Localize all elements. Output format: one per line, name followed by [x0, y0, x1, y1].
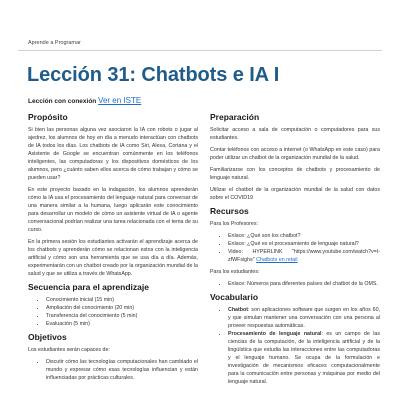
objetivos-heading: Objetivos	[28, 332, 67, 342]
proposito-paragraph-3: En la primera sesión los estudiantes activarán el aprendizaje acerca de los chatbots y aprenderán cómo se relacionan estos con la inteligencia artificial y cómo son una herramienta que se usa día a día. Además, experimentarán con un chatbot creado por la organización mundial de la salud y que se utiliza a través de WhatsApp.	[28, 239, 198, 277]
page-title: Lección 31: Chatbots e IA I	[27, 64, 280, 86]
secuencia-list	[38, 296, 198, 328]
proposito-paragraph-2: En este proyecto basado en la indagación, los alumnos aprenderán cómo la IA usa el procesamiento del lenguaje natural para conversar de una manera similar a la humana, luego aplicarán este conocimiento para desarrollar un modelo de cómo un asistente virtual de IA o agente conversacional podrían realizar una tarea relacionada con el tema de su curso.	[28, 187, 198, 233]
vocab-term: Chatbot	[228, 307, 249, 313]
recursos-student-list	[220, 280, 380, 288]
preparacion-paragraph-2: Contar teléfonos con acceso a internet (o WhatsApp en este caso) para poder utilizar un chatbot de la organización mundial de la salud.	[210, 147, 380, 161]
recursos-students-label: Para los estudiantes:	[210, 269, 260, 275]
vocab-definition: : son aplicaciones software que surgen en los años 60, y que simulan mantener una conversación con una persona al proveer respuestas automáticas.	[228, 307, 380, 329]
proposito-paragraph-1: Si bien las personas alguna vez asociaron la IA con robots o jugar al ajedrez, los alumnos de hoy en día a menudo interactúan con chatbots de IA todos los días. Los chatbots de IA como Siri, Alexa, Cortana y el Asistente de Google se encuentran comúnmente en los teléfonos inteligentes, las computadoras y los dispositivos domésticos de los alumnos, pero ¿cuánto saben ellos acerca de cómo trabajan y cómo se pueden usar?	[28, 127, 198, 181]
objetivos-list	[38, 358, 198, 382]
vocab-term: Procesamiento de lenguaje natural	[228, 331, 322, 337]
preparacion-paragraph-3: Familiarizarse con los conceptos de chatbots y procesamiento de lenguaje natural.	[210, 167, 380, 181]
preparacion-heading: Preparación	[210, 112, 260, 122]
course-header: Aprende a Programar	[28, 40, 81, 46]
video-prefix: Video: HYPERLINK "https://www.youtube.com/watch?v=I-zfWFsighs"	[228, 249, 380, 263]
vocabulario-heading: Vocabulario	[210, 292, 259, 302]
list-item[interactable]: • Enlace: ¿Qué son los chatbot?	[228, 232, 380, 240]
recursos-teacher-list	[220, 232, 380, 264]
vocab-item	[228, 330, 380, 386]
connection-line	[28, 96, 141, 105]
recursos-heading: Recursos	[210, 206, 249, 216]
vocab-definition: : es un campo de las ciencias de la computación, de la inteligencia artificial y de la lingüística que estudia las interacciones entre las computadoras y el lenguaje humano. Se ocupa de la formulación e investigación de mecanismos eficaces computacionalmente para la comunicación entre personas y máquinas por medio del lenguaje natural.	[228, 331, 380, 385]
list-item: • Conocimiento inicial (15 min)	[46, 296, 198, 304]
connection-label: Lección con conexión	[28, 98, 97, 105]
preparacion-paragraph-1: Solicitar acceso a sala de computación o computadores para sus estudiantes.	[210, 127, 380, 141]
list-item: • Evaluación (5 min)	[46, 320, 198, 328]
objetivos-intro: Los estudiantes serán capaces de:	[28, 347, 110, 353]
right-column	[210, 112, 380, 390]
video-link[interactable]: Chatbots en retail	[256, 257, 298, 263]
header-divider	[18, 50, 382, 51]
vocabulario-list	[220, 306, 380, 386]
proposito-heading: Propósito	[28, 112, 68, 122]
recursos-teachers-label: Para los Profesores:	[210, 221, 258, 227]
vocab-item	[228, 306, 380, 330]
list-item: • Ampliación del conocimiento (20 min)	[46, 304, 198, 312]
iste-link[interactable]: Ver en ISTE	[98, 96, 142, 105]
left-column	[28, 112, 198, 386]
preparacion-paragraph-4: Utilizar el chatbot de la organización mundial de la salud con datos sobre el COVID19	[210, 187, 380, 201]
list-item[interactable]: • Enlace: ¿Qué es el procesamiento de lenguaje natural?	[228, 240, 380, 248]
list-item	[228, 248, 380, 264]
list-item: • Discutir cómo las tecnologías computacionales han cambiado el mundo y expresar cómo esas tecnologías influencian y están influenciadas por prácticas culturales.	[46, 358, 198, 382]
secuencia-heading: Secuencia para el aprendizaje	[28, 282, 149, 292]
list-item[interactable]: • Enlace: Números para diferentes países del chatbot de la OMS.	[228, 280, 380, 288]
list-item: • Transferencia del conocimiento (5 min)	[46, 312, 198, 320]
